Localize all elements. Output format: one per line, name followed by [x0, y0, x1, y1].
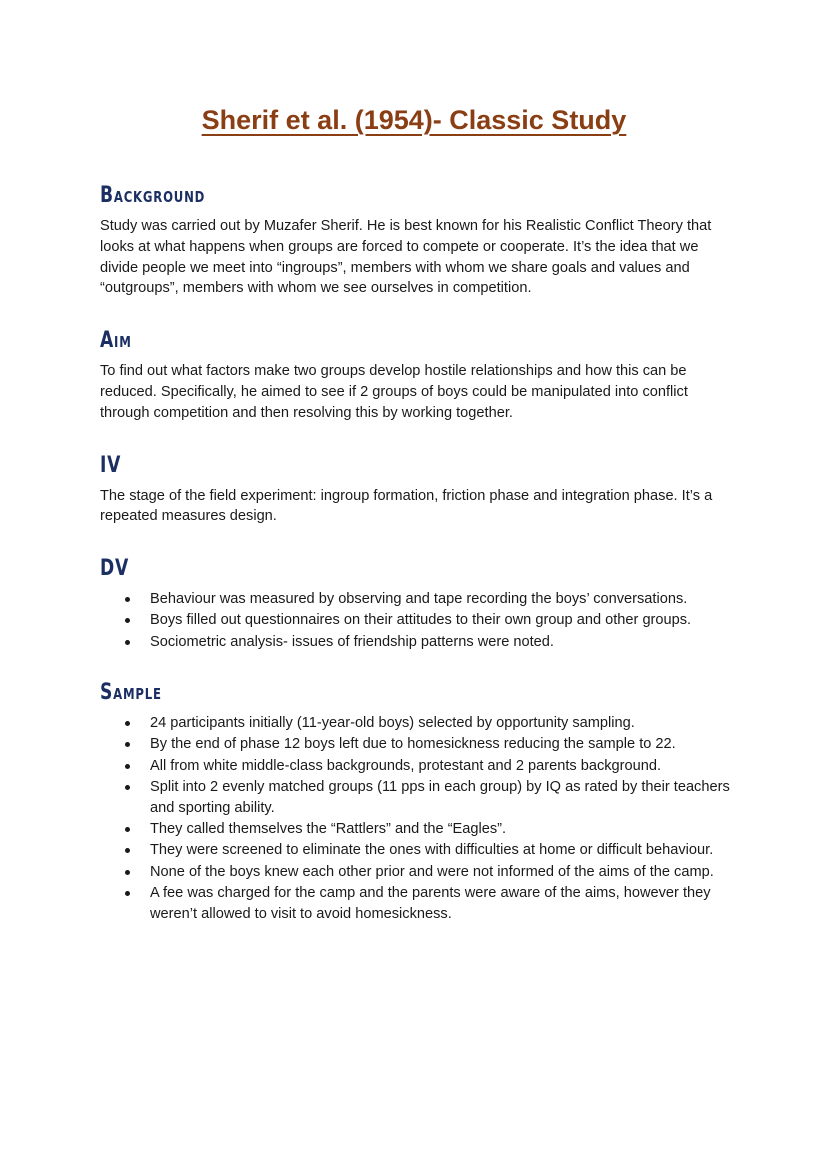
- section-dv: [100, 549, 740, 652]
- bullet-icon: [125, 891, 130, 896]
- bullet-icon: [125, 848, 130, 853]
- list-item-text: Behaviour was measured by observing and tape recording the boys’ conversations.: [150, 591, 688, 608]
- aim-heading: Aim: [100, 328, 132, 354]
- aim-text: To find out what factors make two groups develop hostile relationships and how this can be reduced. Specifically, he aimed to see if 2 groups of boys could be manipulated into conflict through competition and then resolving this by working together.: [100, 363, 688, 421]
- bullet-icon: [125, 597, 130, 602]
- bullet-icon: [125, 785, 130, 790]
- bullet-icon: [125, 618, 130, 623]
- list-item: [100, 713, 740, 734]
- iv-heading: IV: [100, 452, 122, 478]
- bullet-icon: [125, 827, 130, 832]
- list-item-text: All from white middle-class backgrounds, protestant and 2 parents background.: [150, 757, 662, 774]
- background-text: Study was carried out by Muzafer Sherif. He is best known for his Realistic Conflict Theory that looks at what happens when groups are forced to compete or cooperate. It’s the idea that we divide people we meet into “ingroups”, members with whom we share goals and values and “outgroups”, members with whom we see ourselves in competition.: [100, 218, 712, 297]
- section-background: [100, 176, 740, 299]
- list-item: [100, 819, 740, 840]
- list-item-text: Boys filled out questionnaires on their attitudes to their own group and other groups.: [150, 612, 692, 629]
- sample-list: [100, 713, 740, 924]
- background-heading: Background: [100, 183, 206, 208]
- bullet-icon: [125, 721, 130, 726]
- sample-heading: Sample: [100, 680, 162, 706]
- list-item: [100, 610, 740, 631]
- bullet-icon: [125, 764, 130, 769]
- list-item-text: None of the boys knew each other prior and were not informed of the aims of the camp.: [150, 863, 714, 880]
- list-item-text: They called themselves the “Rattlers” and the “Eagles”.: [150, 821, 507, 838]
- bullet-icon: [125, 870, 130, 875]
- list-item-text: 24 participants initially (11-year-old boys) selected by opportunity sampling.: [150, 715, 635, 732]
- list-item-text: Sociometric analysis- issues of friendship patterns were noted.: [150, 633, 554, 650]
- section-sample: [100, 673, 740, 924]
- bullet-icon: [125, 640, 130, 645]
- list-item: [100, 734, 740, 755]
- list-item: [100, 883, 740, 925]
- dv-list: [100, 589, 740, 652]
- list-item-text: A fee was charged for the camp and the parents were aware of the aims, however they weren’t allowed to visit to avoid homesickness.: [150, 884, 711, 922]
- iv-text: The stage of the field experiment: ingroup formation, friction phase and integration phase. It’s a repeated measures design.: [100, 487, 713, 525]
- list-item: [100, 840, 740, 861]
- document-title: Sherif et al. (1954)- Classic Study: [201, 105, 627, 135]
- list-item-text: They were screened to eliminate the ones with difficulties at home or difficult behaviour.: [150, 842, 714, 859]
- list-item: [100, 756, 740, 777]
- list-item-text: Split into 2 evenly matched groups (11 pps in each group) by IQ as rated by their teachers and sporting ability.: [150, 778, 730, 816]
- section-aim: [100, 321, 740, 423]
- document-content: [100, 176, 740, 925]
- bullet-icon: [125, 742, 130, 747]
- list-item-text: By the end of phase 12 boys left due to homesickness reducing the sample to 22.: [150, 736, 676, 753]
- section-iv: [100, 446, 740, 528]
- dv-heading: DV: [100, 556, 130, 582]
- list-item: [100, 589, 740, 610]
- list-item: [100, 632, 740, 653]
- list-item: [100, 777, 740, 819]
- list-item: [100, 862, 740, 883]
